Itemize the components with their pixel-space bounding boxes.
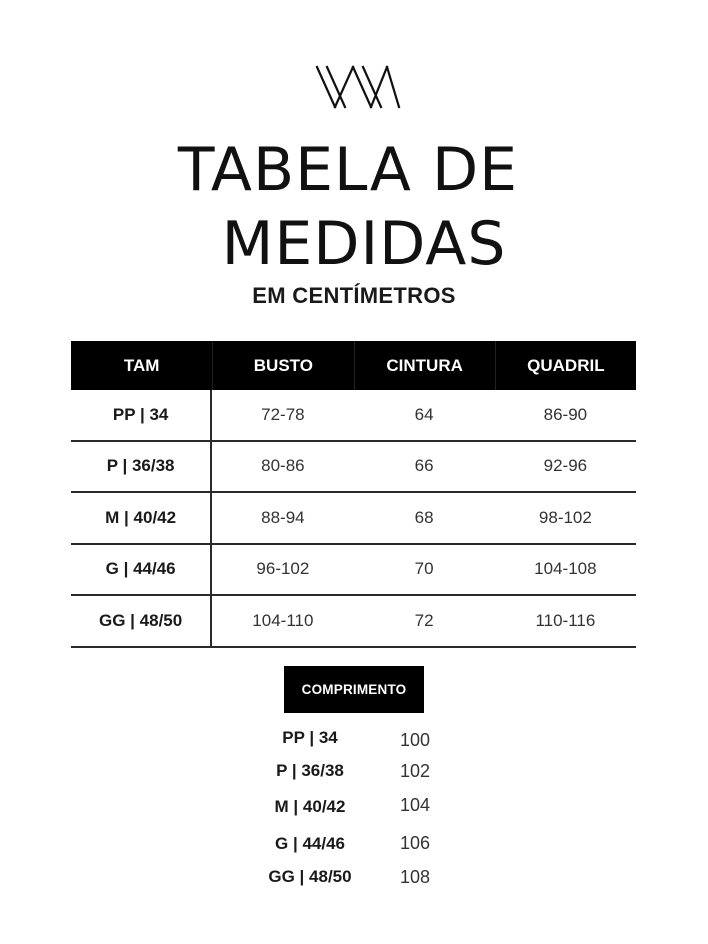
page-subtitle: EM CENTÍMETROS bbox=[252, 283, 456, 308]
column-header-busto: BUSTO bbox=[212, 341, 353, 390]
page-title-line-1: TABELA DE bbox=[177, 135, 519, 205]
brand-logo-icon bbox=[314, 64, 402, 110]
comprimento-value: 100 bbox=[400, 730, 431, 750]
comprimento-value: 108 bbox=[400, 867, 431, 887]
size-cell: M | 40/42 bbox=[71, 493, 212, 543]
size-cell: PP | 34 bbox=[71, 390, 212, 440]
comprimento-value: 106 bbox=[400, 833, 431, 853]
table-row bbox=[71, 596, 636, 648]
comprimento-header: COMPRIMENTO bbox=[284, 666, 424, 713]
cintura-cell: 64 bbox=[414, 404, 434, 424]
comprimento-row bbox=[250, 867, 470, 893]
comprimento-size: M | 40/42 bbox=[274, 797, 346, 816]
column-header-quadril: QUADRIL bbox=[495, 341, 636, 390]
busto-cell: 72-78 bbox=[261, 404, 305, 424]
table-header-row bbox=[71, 341, 636, 390]
size-cell: GG | 48/50 bbox=[71, 596, 212, 646]
busto-cell: 104-110 bbox=[252, 610, 314, 630]
busto-cell: 88-94 bbox=[261, 507, 305, 527]
table-row bbox=[71, 545, 636, 597]
busto-cell: 96-102 bbox=[256, 559, 310, 579]
quadril-cell: 110-116 bbox=[535, 610, 596, 630]
comprimento-value: 102 bbox=[400, 761, 431, 781]
measurements-table bbox=[71, 341, 636, 648]
cintura-cell: 70 bbox=[414, 559, 434, 579]
cintura-cell: 68 bbox=[414, 507, 434, 527]
comprimento-row bbox=[250, 761, 470, 787]
comprimento-size: G | 44/46 bbox=[275, 834, 345, 853]
comprimento-size: P | 36/38 bbox=[276, 761, 344, 780]
table-row bbox=[71, 442, 636, 494]
column-header-tam: TAM bbox=[123, 355, 160, 375]
cintura-cell: 66 bbox=[414, 456, 434, 476]
table-row bbox=[71, 493, 636, 545]
size-cell: G | 44/46 bbox=[71, 545, 212, 595]
column-header-cintura: CINTURA bbox=[354, 341, 495, 390]
page-title-line-2: MEDIDAS bbox=[221, 209, 507, 279]
comprimento-size: PP | 34 bbox=[282, 728, 338, 747]
size-cell: P | 36/38 bbox=[71, 442, 212, 492]
quadril-cell: 104-108 bbox=[534, 559, 597, 579]
comprimento-row bbox=[250, 834, 470, 860]
quadril-cell: 98-102 bbox=[538, 507, 592, 527]
quadril-cell: 92-96 bbox=[543, 456, 588, 476]
comprimento-row bbox=[250, 797, 470, 823]
comprimento-value: 104 bbox=[400, 795, 431, 815]
comprimento-size: GG | 48/50 bbox=[268, 867, 352, 886]
busto-cell: 80-86 bbox=[261, 456, 305, 476]
comprimento-row bbox=[250, 728, 470, 754]
cintura-cell: 72 bbox=[414, 610, 434, 630]
quadril-cell: 86-90 bbox=[543, 404, 588, 424]
table-row bbox=[71, 390, 636, 442]
